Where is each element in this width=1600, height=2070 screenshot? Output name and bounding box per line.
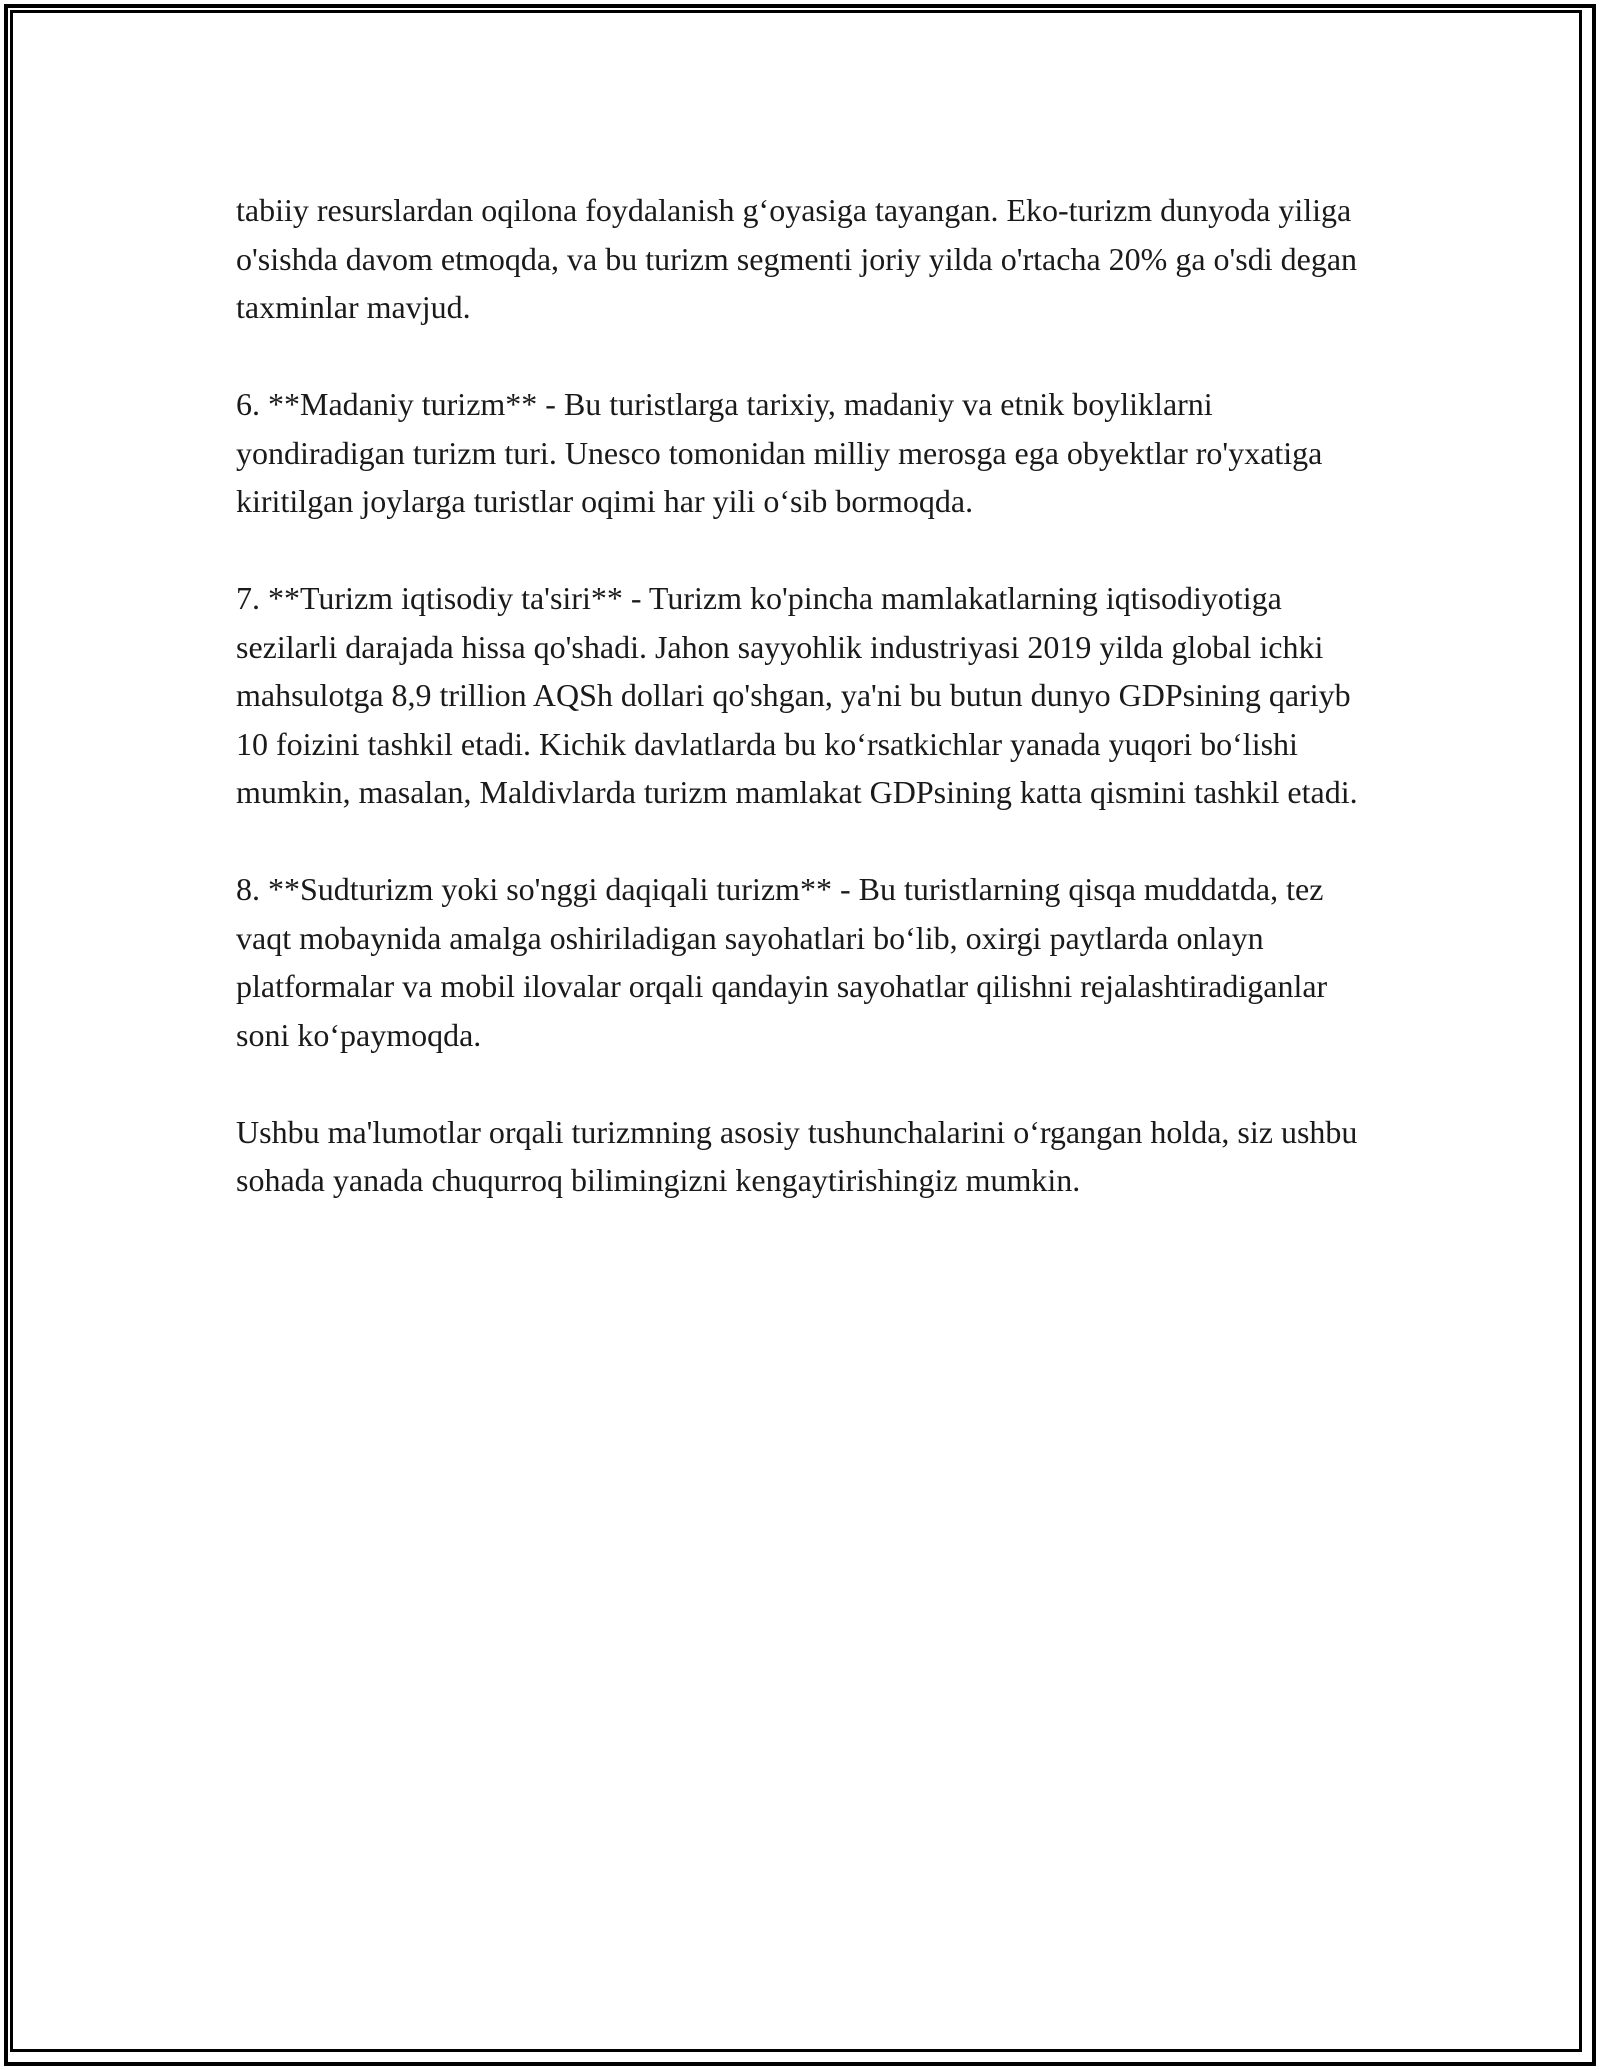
paragraph-last-minute-tourism: 8. **Sudturizm yoki so'nggi daqiqali turizm** - Bu turistlarning qisqa muddatda, tez vaqt mobaynida amalga oshiriladigan sayohatlari bo‘lib, oxirgi paytlarda onlayn platformalar va mobil ilovalar orqali qandayin sayohatlar qilishni rejalashtiradiganlar soni ko‘paymoqda. [236, 871, 1328, 1053]
paragraph-conclusion: Ushbu ma'lumotlar orqali turizmning asosiy tushunchalarini o‘rgangan holda, siz ushbu sohada yanada chuqurroq bilimingizni kengaytirishingiz mumkin. [236, 1113, 1358, 1198]
paragraph-cultural-tourism: 6. **Madaniy turizm** - Bu turistlarga tarixiy, madaniy va etnik boyliklarni yondiradigan turizm turi. Unesco tomonidan milliy merosga ega obyektlar ro'yxatiga kiritilgan joylarga turistlar oqimi har yili o‘sib bormoqda. [236, 386, 1323, 519]
paragraph-economic-impact: 7. **Turizm iqtisodiy ta'siri** - Turizm ko'pincha mamlakatlarning iqtisodiyotiga sezilarli darajada hissa qo'shadi. Jahon sayyohlik industriyasi 2019 yilda global ichki mahsulotga 8,9 trillion AQSh dollari qo'shgan, ya'ni bu butun dunyo GDPsining qariyb 10 foizini tashkil etadi. Kichik davlatlarda bu ko‘rsatkichlar yanada yuqori bo‘lishi mumkin, masalan, Maldivlarda turizm mamlakat GDPsining katta qismini tashkil etadi. [236, 580, 1358, 810]
paragraph-eco-tourism: tabiiy resurslardan oqilona foydalanish g‘oyasiga tayangan. Eko-turizm dunyoda yiliga o'sishda davom etmoqda, va bu turizm segmenti joriy yilda o'rtacha 20% ga o'sdi degan taxminlar mavjud. [236, 192, 1358, 325]
document-body [236, 186, 1386, 1253]
